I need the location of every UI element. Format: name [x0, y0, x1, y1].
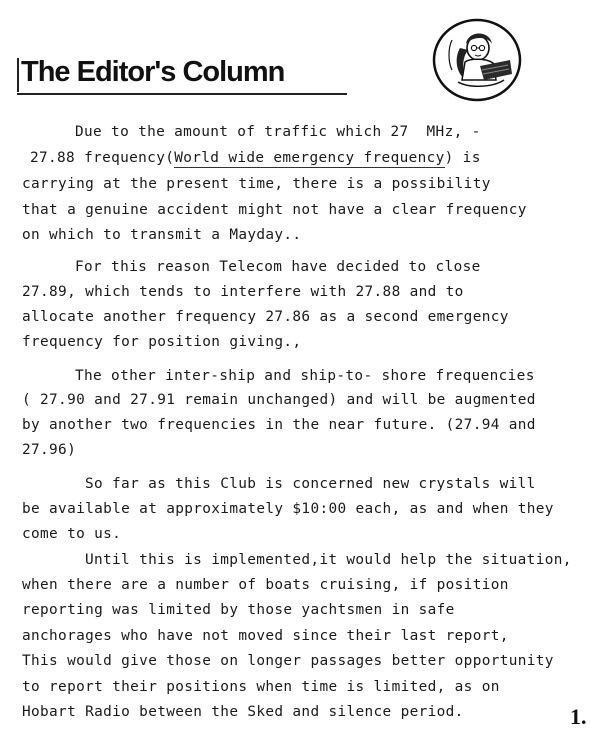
- paragraph-4-line-1: So far as this Club is concerned new crystals will: [85, 476, 536, 492]
- heading-left-rule: [17, 58, 19, 92]
- paragraph-1-line-4: that a genuine accident might not have a clear frequency: [22, 202, 527, 218]
- paragraph-3-line-1: The other inter-ship and ship-to- shore frequencies: [75, 368, 535, 384]
- paragraph-3-line-3: by another two frequencies in the near future. (27.94 and: [22, 417, 536, 433]
- page-title: The Editor's Column: [21, 56, 285, 88]
- paragraph-2-line-1: For this reason Telecom have decided to close: [75, 259, 481, 275]
- paragraph-5-line-7: Hobart Radio between the Sked and silence period.: [22, 704, 464, 720]
- paragraph-2-line-2: 27.89, which tends to interfere with 27.88 and to: [22, 284, 464, 300]
- paragraph-1-line-5: on which to transmit a Mayday..: [22, 227, 302, 243]
- paragraph-1-line-2: [30, 151, 481, 165]
- paragraph-3-line-4: 27.96): [22, 442, 77, 458]
- page-number: 1.: [570, 704, 587, 729]
- paragraph-5-line-3: reporting was limited by those yachtsmen in safe: [22, 602, 455, 618]
- column-heading: [17, 54, 347, 96]
- paragraph-3-line-2: ( 27.90 and 27.91 remain unchanged) and will be augmented: [22, 392, 536, 408]
- paragraph-5-line-1: Until this is implemented,it would help the situation,: [85, 552, 572, 568]
- editor-cartoon-emblem: [432, 18, 522, 102]
- paragraph-1-line-1: Due to the amount of traffic which 27 MHz, -: [75, 124, 481, 140]
- paragraph-5-line-2: when there are a number of boats cruising, if position: [22, 577, 509, 593]
- paragraph-5-line-5: This would give those on longer passages better opportunity: [22, 653, 554, 669]
- paragraph-5-line-6: to report their positions when time is limited, as on: [22, 679, 500, 695]
- underlined-emergency-phrase: World wide emergency frequency: [174, 150, 445, 166]
- paragraph-4-line-2: be available at approximately $10:00 each, as and when they: [22, 501, 554, 517]
- frequency-prefix: 27.88 frequency(: [30, 150, 175, 166]
- paragraph-2-line-3: allocate another frequency 27.86 as a second emergency: [22, 309, 509, 325]
- paragraph-5-line-4: anchorages who have not moved since their last report,: [22, 628, 509, 644]
- paragraph-4-line-3: come to us.: [22, 526, 122, 542]
- paragraph-2-line-4: frequency for position giving.,: [22, 334, 302, 350]
- paragraph-1-line-3: carrying at the present time, there is a possibility: [22, 176, 491, 192]
- frequency-suffix: ) is: [444, 150, 481, 166]
- heading-underline: [17, 93, 347, 95]
